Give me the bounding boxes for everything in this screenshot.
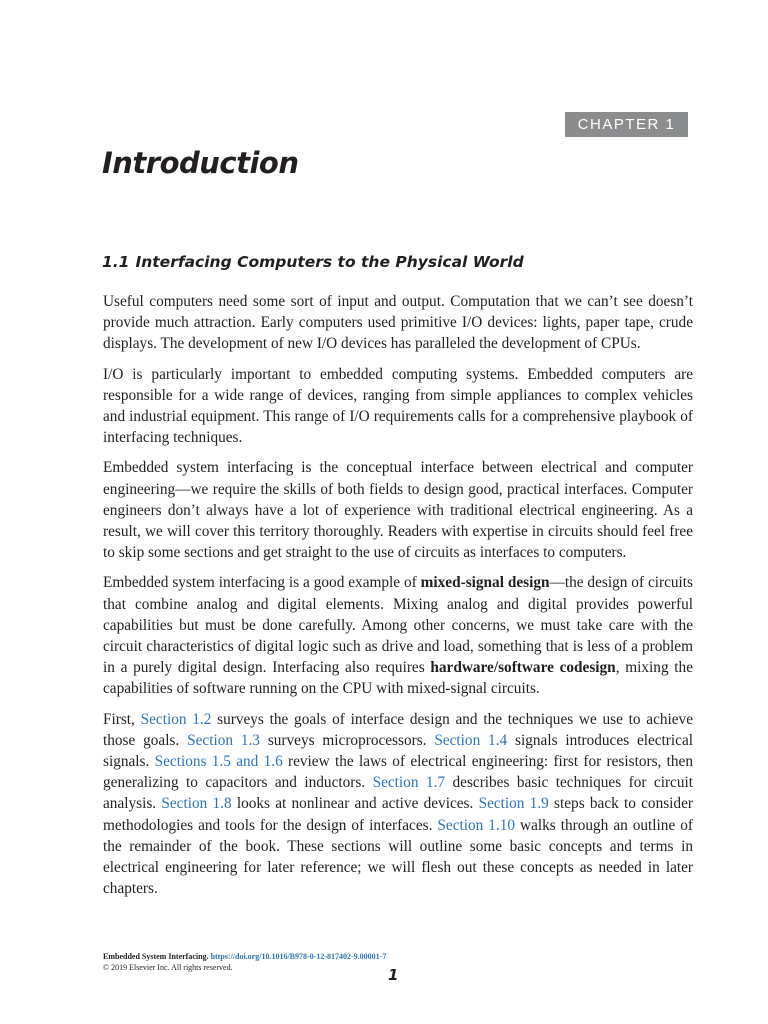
footer-book-title: Embedded System Interfacing. [103,952,209,961]
section-link-1-10[interactable]: Section 1.10 [437,816,516,834]
paragraph-5-text: First, [103,710,141,728]
section-link-1-8[interactable]: Section 1.8 [161,795,232,813]
paragraph-4-text: Embedded system interfacing is a good example of [103,574,421,592]
section-link-1-7[interactable]: Section 1.7 [372,774,446,792]
chapter-title: Introduction [102,146,299,180]
paragraph-5 [103,709,693,900]
section-link-1-4[interactable]: Section 1.4 [434,731,508,749]
paragraph-5-text: walks through an outline of the remainder of the book. These sections will outline some basic concepts and terms in electrical engineering for later reference; we will flesh out these concepts as needed in later chapters. [103,816,693,898]
paragraph-5-text: surveys the goals of interface design and the techniques we use to achieve those goals. [103,710,693,749]
paragraph-1: Useful computers need some sort of input and output. Computation that we can’t see doesn’t provide much attraction. Early computers used primitive I/O devices: lights, paper tape, crude displays. The development of new I/O devices has paralleled the development of CPUs. [103,293,693,353]
paragraph-5-text: looks at nonlinear and active devices. [231,795,479,813]
term-hardware-software-codesign: hardware/software codesign [430,659,616,677]
page-number: 1 [388,966,399,984]
paragraph-5-text: describes basic techniques for circuit analysis. [103,774,693,813]
section-link-1-3[interactable]: Section 1.3 [187,731,260,749]
paragraph-5-text: review the laws of electrical engineering: first for resistors, then generalizing to capacitors and inductors. [103,753,693,792]
section-number: 1.1 [102,253,130,271]
paragraph-4-text: —the design of circuits that combine analog and digital elements. Mixing analog and digital provides powerful capabilities but must be done carefully. Among other concerns, we must take care with the circuit characteristics of digital logic such as drive and load, something that is less of a problem in a purely digital design. Interfacing also requires [103,574,693,677]
section-title: Interfacing Computers to the Physical World [135,253,524,271]
footer-citation [103,951,386,962]
term-mixed-signal-design: mixed-signal design [420,574,550,592]
paragraph-3: Embedded system interfacing is the conceptual interface between electrical and computer engineering—we require the skills of both fields to design good, practical interfaces. Computer engineers don’t always have a lot of experience with traditional electrical engineering. As a result, we will cover this territory thoroughly. Readers with expertise in circuits should feel free to skip some sections and get straight to the use of circuits as interfaces to computers. [103,459,693,562]
section-link-1-5-1-6[interactable]: Sections 1.5 and 1.6 [154,753,283,771]
paragraph-5-text: surveys microprocessors. [259,731,435,749]
chapter-label: CHAPTER 1 [565,112,688,137]
paragraph-4-text: , mixing the capabilities of software running on the CPU with mixed-signal circuits. [103,659,693,698]
paragraph-4 [103,572,693,699]
footer [103,951,386,973]
section-link-1-2[interactable]: Section 1.2 [140,710,212,728]
section-heading [102,253,524,271]
paragraph-5-text: steps back to consider methodologies and tools for the design of interfaces. [103,795,693,834]
body-text [103,291,693,908]
section-link-1-9[interactable]: Section 1.9 [478,795,549,813]
footer-copyright: © 2019 Elsevier Inc. All rights reserved. [103,963,233,972]
paragraph-2: I/O is particularly important to embedded computing systems. Embedded computers are responsible for a wide range of devices, ranging from simple appliances to complex vehicles and industrial equipment. This range of I/O requirements calls for a comprehensive playbook of interfacing techniques. [103,365,693,447]
paragraph-5-text: signals introduces electrical signals. [103,731,693,771]
doi-link[interactable]: https://doi.org/10.1016/B978-0-12-817402-9.00001-7 [210,952,387,961]
